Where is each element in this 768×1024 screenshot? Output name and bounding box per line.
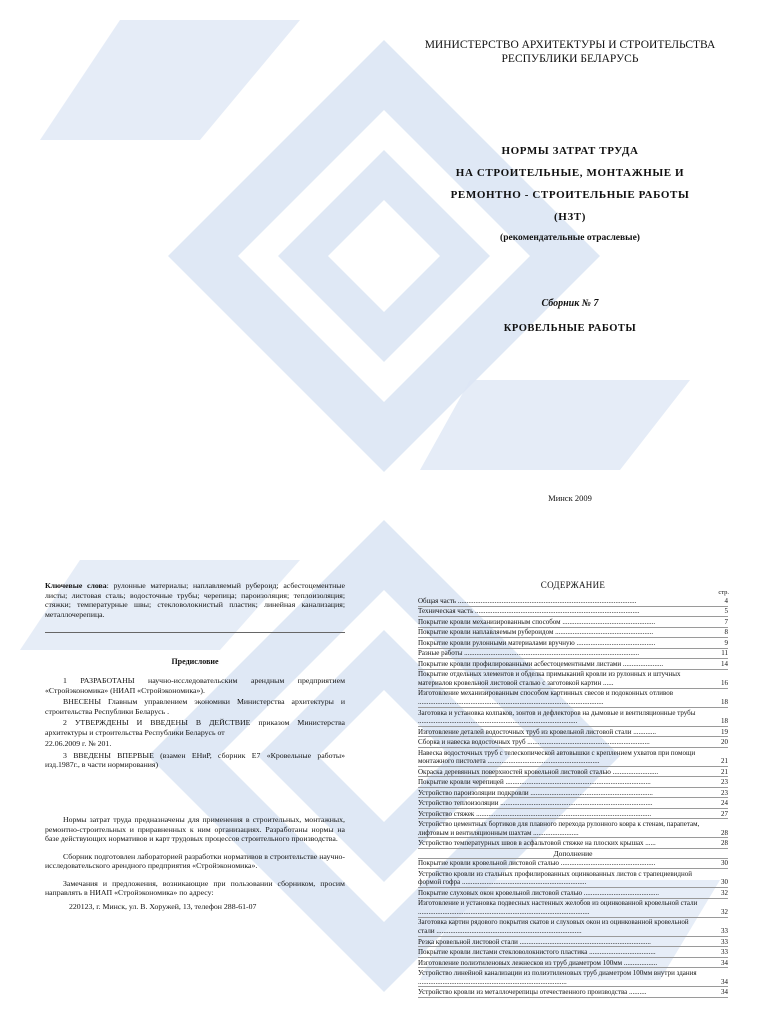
toc-entry[interactable] — [418, 870, 728, 888]
toc-entry-page: 24 — [721, 799, 728, 808]
toc-entry-page: 8 — [724, 628, 728, 637]
toc-entry-label: Окраска деревянных поверхностей кровельной листовой сталью .......................... — [418, 767, 659, 776]
toc-entry[interactable] — [418, 839, 728, 849]
toc-entry-label: Устройство теплоизоляции ....................................................................................... — [418, 799, 653, 808]
toc-entry[interactable] — [418, 820, 728, 838]
toc-entry[interactable] — [418, 918, 728, 936]
keywords-text: : рулонные материалы; наплавляемый рубероид; асбестоцементные листы; листовая сталь; водосточные трубы; черепица; пароизоляция; теплоизоляция; стяжки; температурные швы; стекловолокнистый пластик; линейная канализация; металлочерепица. — [45, 581, 345, 619]
toc-entry-page: 9 — [724, 638, 728, 647]
toc-entry-page: 18 — [721, 698, 728, 707]
toc-entry-page: 23 — [721, 778, 728, 787]
toc-entry-page: 20 — [721, 738, 728, 747]
contact-address: 220123, г. Минск, ул. В. Хоружей, 13, телефон 288-61-07 — [69, 901, 257, 911]
toc-entry-label: Резка кровельной листовой стали ........................................................................... — [418, 937, 651, 946]
foreword-paragraph: 2 УТВЕРЖДЕНЫ И ВВЕДЕНЫ В ДЕЙСТВИЕ приказом Министерства архитектуры и строительства Республики Беларусь от — [45, 718, 345, 737]
toc-entry[interactable] — [418, 959, 728, 969]
toc-entry[interactable] — [418, 768, 728, 778]
toc-entry-page: 28 — [721, 828, 728, 837]
toc-entry[interactable] — [418, 597, 728, 607]
notes-paragraph: Замечания и предложения, возникающие при пользовании сборником, просим направлять в НИАП «Стройэкономика» по адресу: — [45, 878, 345, 897]
toc-entry-page: 14 — [721, 659, 728, 668]
toc-entry-page: 30 — [721, 878, 728, 887]
toc-entry-label: Устройство пароизоляции подкровли ...................................................................... — [418, 788, 653, 797]
toc-entry-label: Покрытие отдельных элементов и обделка примыканий кровли из рулонных и штучных материалов кровельной листовой сталью с заготовкой картин ...... — [418, 670, 681, 687]
toc-entry-page: 16 — [721, 678, 728, 687]
foreword-heading: Предисловие — [171, 657, 219, 666]
toc-entry-label: Устройство цементных бортиков для плавного перехода рулонного ковра к стенам, парапетам, лифтовым и вентиляционным шахтам .......................... — [418, 820, 700, 837]
toc-entry-page: 7 — [724, 617, 728, 626]
toc-entry[interactable] — [418, 789, 728, 799]
toc-supplement-title: Дополнение — [418, 850, 728, 860]
notes-paragraph: Нормы затрат труда предназначены для применения в строительных, монтажных, ремонтно-строительных и приравненных к ним организациях. Разработаны нормы на базе действующих нормативов и карт трудовых процессов строительного производства. — [45, 815, 345, 843]
toc-entry[interactable] — [418, 639, 728, 649]
toc-entry-label: Устройство температурных швов в асфальтовой стяжке на плоских крышах ...... — [418, 839, 656, 848]
city-year: Минск 2009 — [548, 493, 592, 503]
toc-entry-page: 19 — [721, 727, 728, 736]
foreword-paragraph: 1 РАЗРАБОТАНЫ научно-исследовательским арендным предприятием «Стройэкономика» (НИАП «Стройэкономика»). — [45, 676, 345, 695]
toc-entry-page: 27 — [721, 809, 728, 818]
foreword-block — [45, 676, 345, 772]
ministry-header — [380, 38, 760, 66]
toc-entry-label: Заготовка картин рядового покрытия скатов и слуховых окон из оцинкованной кровельной стали ................................................................................... — [418, 918, 689, 936]
toc-entry[interactable] — [418, 859, 728, 869]
toc-entry[interactable] — [418, 778, 728, 788]
toc-entry[interactable] — [418, 628, 728, 638]
collection-number: Сборник № 7 — [541, 298, 599, 309]
notes-paragraph: Сборник подготовлен лабораторией разработки нормативов в строительстве научно-исследовательского арендного предприятия «Стройэкономика». — [45, 851, 345, 870]
toc-entry[interactable] — [418, 799, 728, 809]
toc-entry-label: Устройство кровли из стальных профилированных оцинкованных листов с трапециевидной формой гофра ....................................................................... — [418, 869, 692, 887]
toc-entry[interactable] — [418, 938, 728, 948]
toc-entry-label: Покрытие кровли механизированным способом ..................................................... — [418, 617, 656, 626]
toc-entry-page: 23 — [721, 788, 728, 797]
toc-entry-label: Покрытие кровли профилированными асбестоцементными листами ....................... — [418, 659, 664, 668]
toc-entry-label: Изготовление механизированным способом картинных свесов и подоконных отливов .......................................................................................................... — [418, 689, 674, 707]
toc-entry-page: 11 — [721, 649, 728, 658]
toc-entry-page: 21 — [721, 767, 728, 776]
toc-entry-page: 34 — [721, 958, 728, 967]
toc-entry-page: 21 — [721, 757, 728, 766]
toc-entry[interactable] — [418, 670, 728, 688]
toc-entry-page: 33 — [721, 927, 728, 936]
toc-entry[interactable] — [418, 988, 728, 998]
toc-entry-label: Общая часть ...................................................................................................... — [418, 597, 637, 605]
toc-entry[interactable] — [418, 728, 728, 738]
toc-entry[interactable] — [418, 618, 728, 628]
toc-entry[interactable] — [418, 969, 728, 987]
toc-entry-page: 4 — [724, 597, 728, 605]
toc-entry-page: 34 — [721, 988, 728, 997]
foreword-date: 22.06.2009 г. № 201. — [45, 739, 112, 748]
toc-entry-page: 5 — [724, 607, 728, 616]
toc-entry[interactable] — [418, 660, 728, 670]
toc-title: СОДЕРЖАНИЕ — [540, 580, 606, 590]
toc-entry[interactable] — [418, 607, 728, 617]
toc-entry[interactable] — [418, 889, 728, 899]
toc-entry-label: Сборка и навеска водосточных труб ...................................................................... — [418, 738, 650, 747]
toc-entry-page: 28 — [721, 839, 728, 848]
toc-entry[interactable] — [418, 709, 728, 727]
toc-list — [418, 597, 728, 849]
toc-entry-label: Изготовление и установка подвесных настенных желобов из оцинкованной кровельной стали .................................................................................................. — [418, 899, 698, 916]
ministry-line-2: РЕСПУБЛИКИ БЕЛАРУСЬ — [501, 53, 639, 65]
toc-entry[interactable] — [418, 689, 728, 707]
toc-entry-label: Техническая часть .............................................................................................. — [418, 607, 640, 616]
foreword-paragraph: ВНЕСЕНЫ Главным управлением экономики Министерства архитектуры и строительства Республики Беларусь . — [45, 697, 345, 716]
keywords-label: Ключевые слова — [45, 581, 107, 590]
toc-entry-label: Покрытие кровли наплавляемым рубероидом ........................................................ — [418, 628, 654, 637]
keywords-block — [45, 581, 345, 619]
toc-entry[interactable] — [418, 738, 728, 748]
toc-entry-label: Изготовление полиэтиленовых лежнесков из труб диаметром 100мм ................... — [418, 958, 658, 967]
toc-entry-label: Покрытие слуховых окон кровельной листовой сталью ........................................... — [418, 888, 660, 897]
foreword-paragraph: 3 ВВЕДЕНЫ ВПЕРВЫЕ (взамен ЕНиР, сборник Е7 «Кровельные работы» изд.1987г., в части нормирования) — [45, 750, 345, 769]
section-title: КРОВЕЛЬНЫЕ РАБОТЫ — [503, 323, 637, 334]
toc-list — [418, 859, 728, 997]
toc-entry-label: Покрытие кровли рулонными материалами вручную ............................................. — [418, 638, 656, 647]
toc-entry-label: Заготовка и установка колпаков, зонтов и дефлекторов на дымовые и вентиляционные трубы ........................................................................................... — [418, 708, 696, 726]
toc-entry[interactable] — [418, 810, 728, 820]
toc-entry-label: Устройство кровли из металлочерепицы отечественного производства .......... — [418, 988, 647, 997]
toc-entry-label: Устройство линейной канализации из полиэтиленовых труб диаметром 100мм внутри здания ..................................................................................... — [418, 969, 697, 986]
title-line-3: РЕМОНТНО - СТРОИТЕЛЬНЫЕ РАБОТЫ — [450, 189, 690, 201]
toc-entry-label: Навеска водосточных труб с телескопической автовышки с креплением ухватов при помощи монтажного пистолета ................................................................ — [418, 748, 696, 766]
toc-entry[interactable] — [418, 649, 728, 659]
toc-entry-label: Покрытие кровли кровельной листовой сталью ...................................................... — [418, 859, 656, 868]
title-line-4: (НЗТ) — [553, 211, 587, 223]
toc-entry-page: 18 — [721, 717, 728, 726]
title-line-2: НА СТРОИТЕЛЬНЫЕ, МОНТАЖНЫЕ И — [455, 167, 685, 179]
toc-entry-page: 32 — [721, 888, 728, 897]
toc-entry-page: 33 — [721, 937, 728, 946]
toc-entry[interactable] — [418, 948, 728, 958]
title-line-1: НОРМЫ ЗАТРАТ ТРУДА — [501, 145, 639, 157]
toc-entry-label: Изготовление деталей водосточных труб из кровельной листовой стали ............. — [418, 727, 656, 736]
toc-entry-label: Покрытие кровли черепицей ................................................................................... — [418, 778, 651, 787]
document-subtitle: (рекомендательные отраслевые) — [500, 233, 640, 243]
toc-entry-page: 32 — [721, 908, 728, 916]
toc-entry-page: 30 — [721, 859, 728, 868]
document-title — [380, 140, 760, 228]
notes-block — [45, 815, 345, 919]
toc-entry-page: 34 — [721, 977, 728, 986]
ministry-line-1: МИНИСТЕРСТВО АРХИТЕКТУРЫ И СТРОИТЕЛЬСТВА — [424, 39, 716, 51]
toc-entry-page: 33 — [721, 948, 728, 957]
toc-entry-label: Покрытие кровли листами стекловолокнистого пластика ...................................... — [418, 948, 656, 957]
table-of-contents — [418, 597, 728, 999]
toc-page-header: стр. — [718, 589, 729, 596]
toc-entry[interactable] — [418, 749, 728, 767]
toc-entry[interactable] — [418, 899, 728, 917]
toc-entry-label: Устройство стяжек .................................................................................................... — [418, 809, 652, 818]
divider — [45, 632, 345, 633]
toc-entry-label: Разные работы .................................................................................................... — [418, 649, 640, 658]
